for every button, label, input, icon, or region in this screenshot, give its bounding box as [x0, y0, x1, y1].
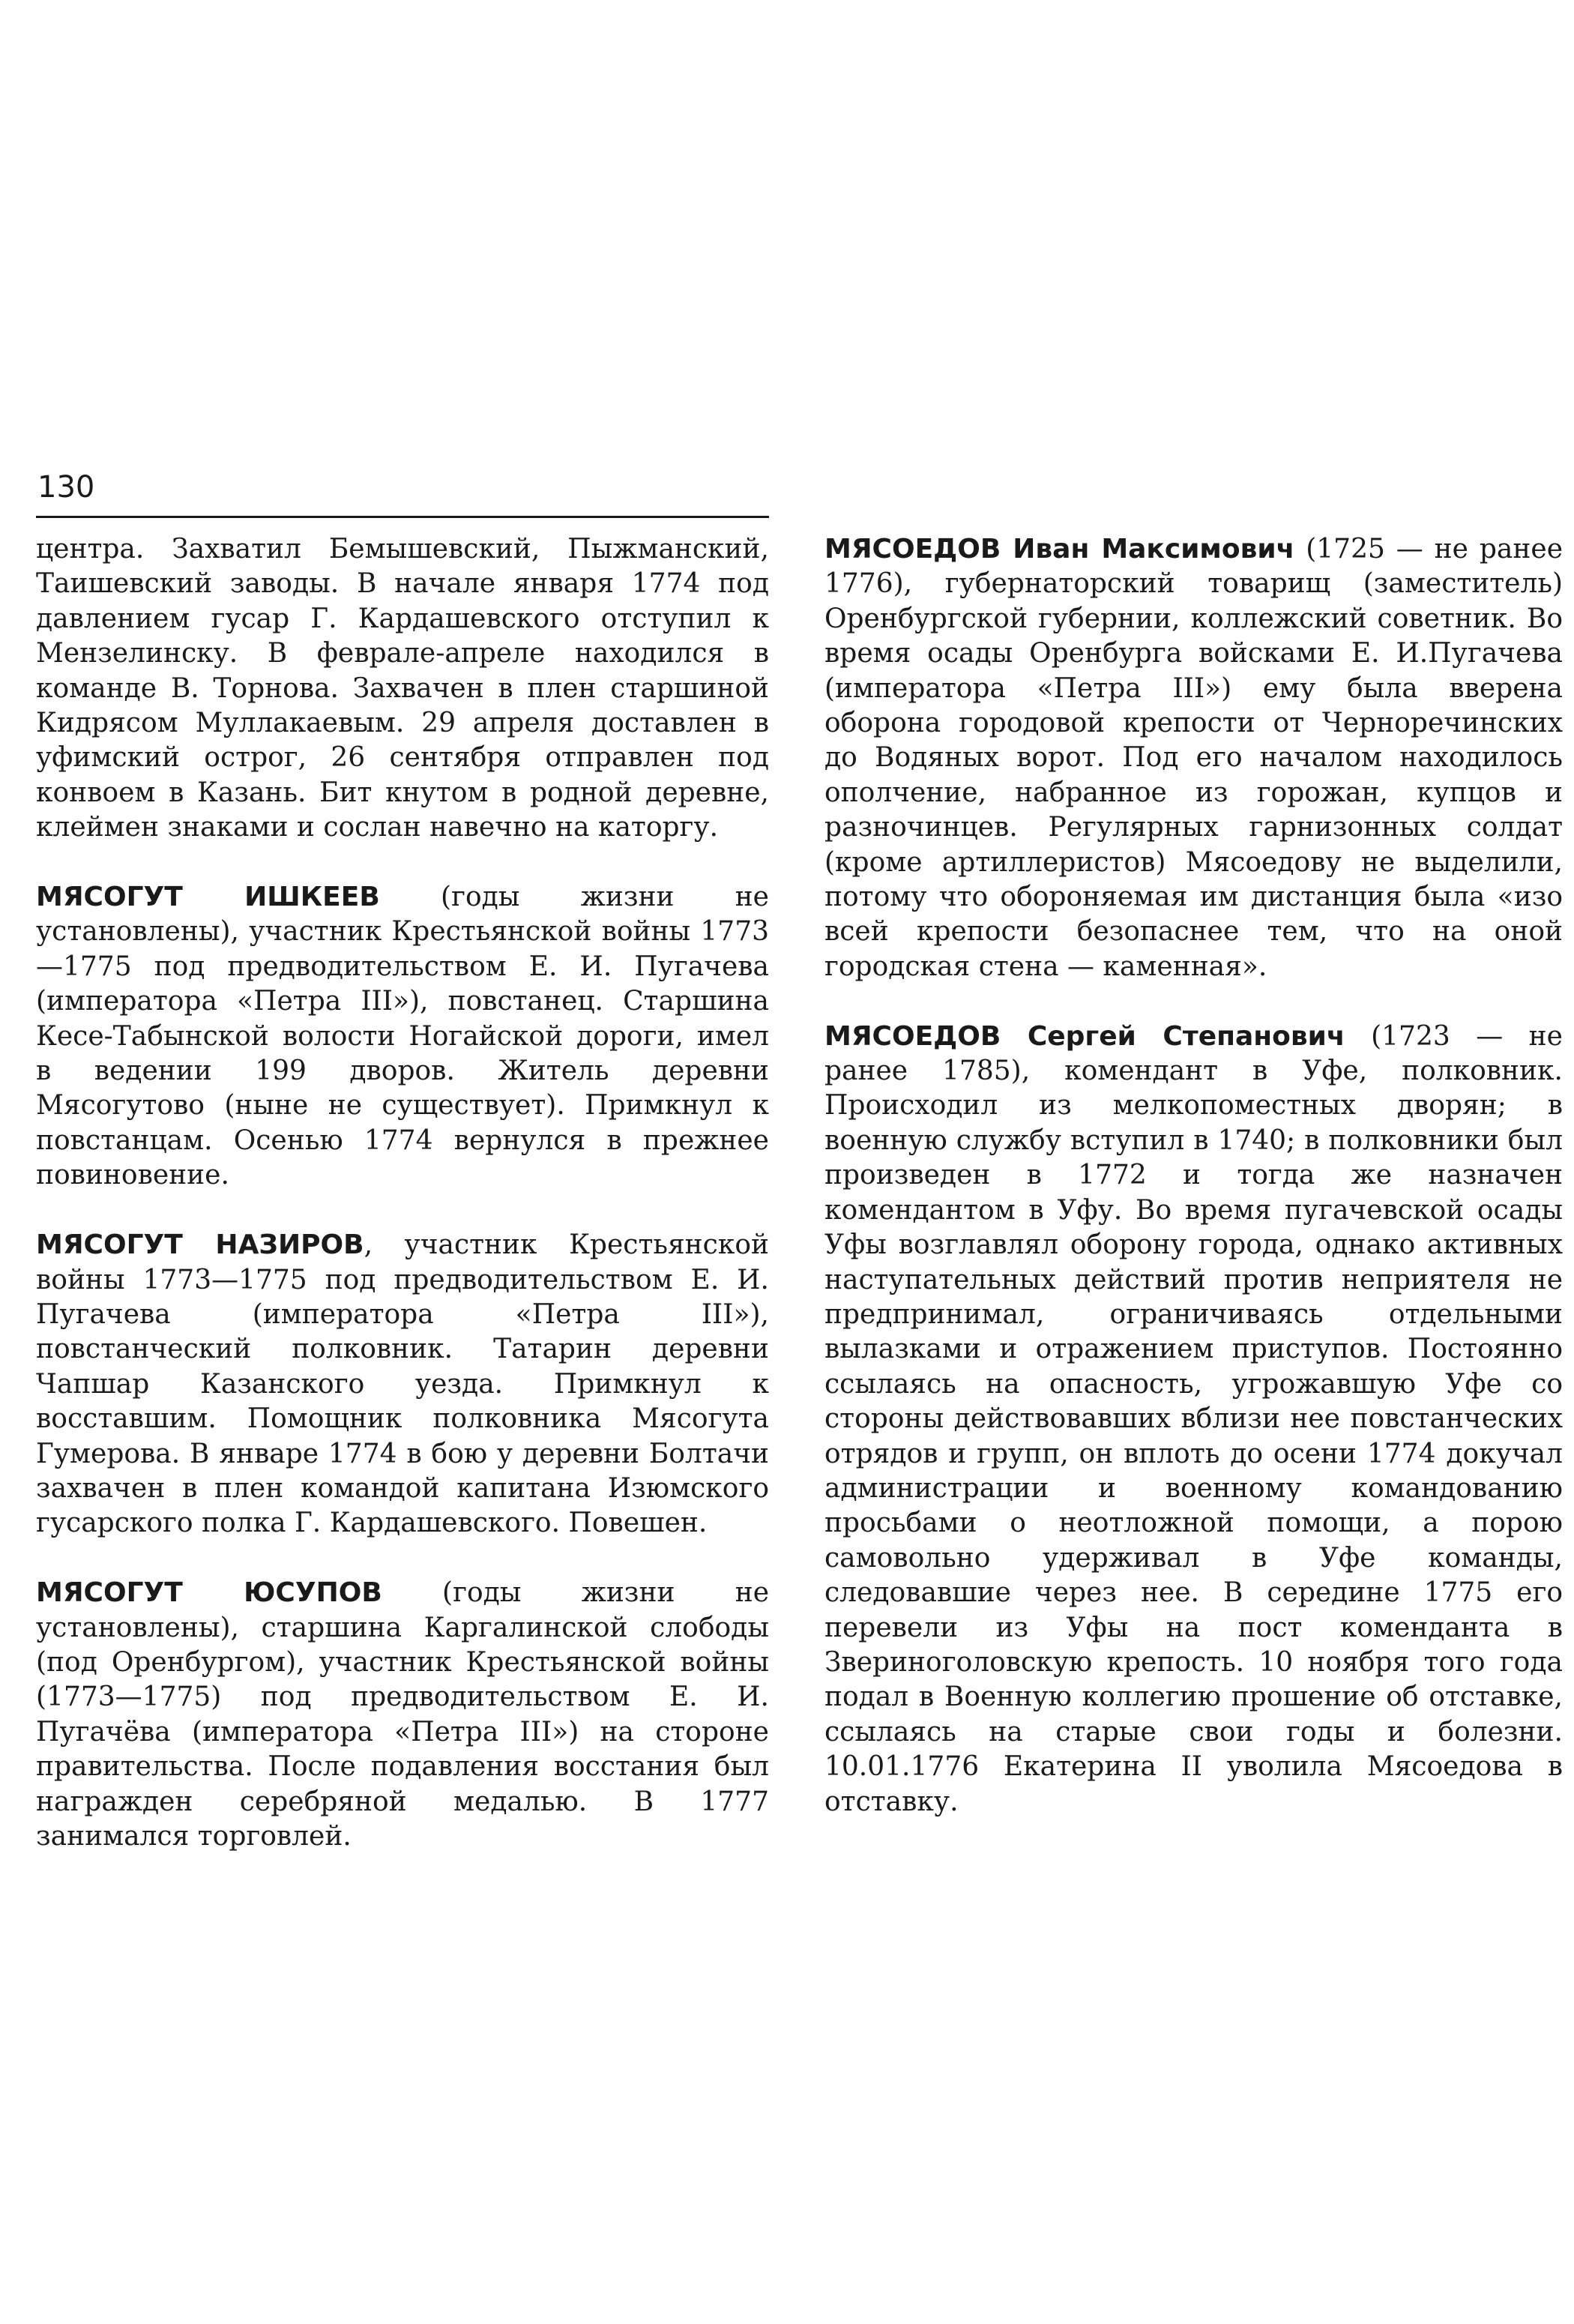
entry-myasogut-ishkeev	[36, 880, 769, 1193]
page-number: 130	[37, 470, 95, 505]
entry-continuation	[36, 532, 769, 846]
entry-myasoedov-ivan	[824, 532, 1563, 984]
right-column	[824, 532, 1563, 1819]
entry-myasogut-nazirov	[36, 1228, 769, 1541]
entry-text: центра. Захватил Бемышевский, Пыжманский, Таишевский заводы. В начале января 1774 под давлением гусар Г. Кардашевского отступил к Мензелинску. В феврале-апреле находился в команде В. Торнова. Захвачен в плен старшиной Кидрясом Муллакаевым. 29 апреля доставлен в уфимский острог, 26 сентября отправлен под конвоем в Казань. Бит кнутом в родной деревне, клеймен знаками и сослан навечно на каторгу.	[36, 534, 769, 843]
entry-myasoedov-sergey	[824, 1020, 1563, 1819]
entry-headword: МЯСОГУТ ИШКЕЕВ	[36, 882, 380, 913]
entry-headword: МЯСОГУТ ЮСУПОВ	[36, 1577, 382, 1609]
entry-headword: МЯСОГУТ НАЗИРОВ	[36, 1229, 364, 1261]
left-column	[36, 532, 769, 1854]
entry-text: (1725 — не ранее 1776), губернаторский товарищ (заместитель) Оренбургской губернии, коллежский советник. Во время осады Оренбурга войсками Е. И.Пугачева (императора «Петра III») ему была вверена оборона городовой крепости от Черноречинских до Водяных ворот. Под его началом находилось ополчение, набранное из горожан, купцов и разночинцев. Регулярных гарнизонных солдат (кроме артиллеристов) Мясоедову не выделили, потому что обороняемая им дистанция была «изо всей крепости безопаснее тем, что на оной городская стена — каменная».	[824, 534, 1563, 982]
entry-headword: МЯСОЕДОВ Сергей Степанович	[824, 1020, 1345, 1052]
header-rule	[36, 516, 769, 518]
entry-headword: МЯСОЕДОВ Иван Максимович	[824, 534, 1295, 565]
entry-text: (годы жизни не установлены), участник Крестьянской войны 1773—1775 под предводительством Е. И. Пугачева (императора «Петра III»), повстанец. Старшина Кесе-Табынской волости Ногайской дороги, имел в ведении 199 дворов. Житель деревни Мясогутово (ныне не существует). Примкнул к повстанцам. Осенью 1774 вернулся в прежнее повиновение.	[36, 882, 769, 1191]
entry-text: (1723 — не ранее 1785), комендант в Уфе, полковник. Происходил из мелкопоместных дворян; в военную службу вступил в 1740; в полковники был произведен в 1772 и тогда же назначен комендантом в Уфу. Во время пугачевской осады Уфы возглавлял оборону города, однако активных наступательных действий против неприятеля не предпринимал, ограничиваясь отдельными вылазками и отражением приступов. Постоянно ссылаясь на опасность, угрожавшую Уфе со стороны действовавших вблизи нее повстанческих отрядов и групп, он вплоть до осени 1774 докучал администрации и военному командованию просьбами о неотложной помощи, а порою самовольно удерживал в Уфе команды, следовавшие через нее. В середине 1775 его перевели из Уфы на пост коменданта в Звериноголовскую крепость. 10 ноября того года подал в Военную коллегию прошение об отставке, ссылаясь на старые свои годы и болезни. 10.01.1776 Екатерина II уволила Мясоедова в отставку.	[824, 1020, 1563, 1817]
entry-myasogut-yusupov	[36, 1576, 769, 1854]
entry-text: , участник Крестьянской войны 1773—1775 под предводительством Е. И. Пугачева (императора «Петра III»), повстанческий полковник. Татарин деревни Чапшар Казанского уезда. Примкнул к восставшим. Помощник полковника Мясогута Гумерова. В январе 1774 в бою у деревни Болтачи захвачен в плен командой капитана Изюмского гусарского полка Г. Кардашевского. Повешен.	[36, 1229, 769, 1539]
entry-text: (годы жизни не установлены), старшина Каргалинской слободы (под Оренбургом), участник Крестьянской войны (1773—1775) под предводительством Е. И. Пугачёва (императора «Петра III») на стороне правительства. После подавления восстания был награжден серебряной медалью. В 1777 занимался торговлей.	[36, 1577, 769, 1852]
